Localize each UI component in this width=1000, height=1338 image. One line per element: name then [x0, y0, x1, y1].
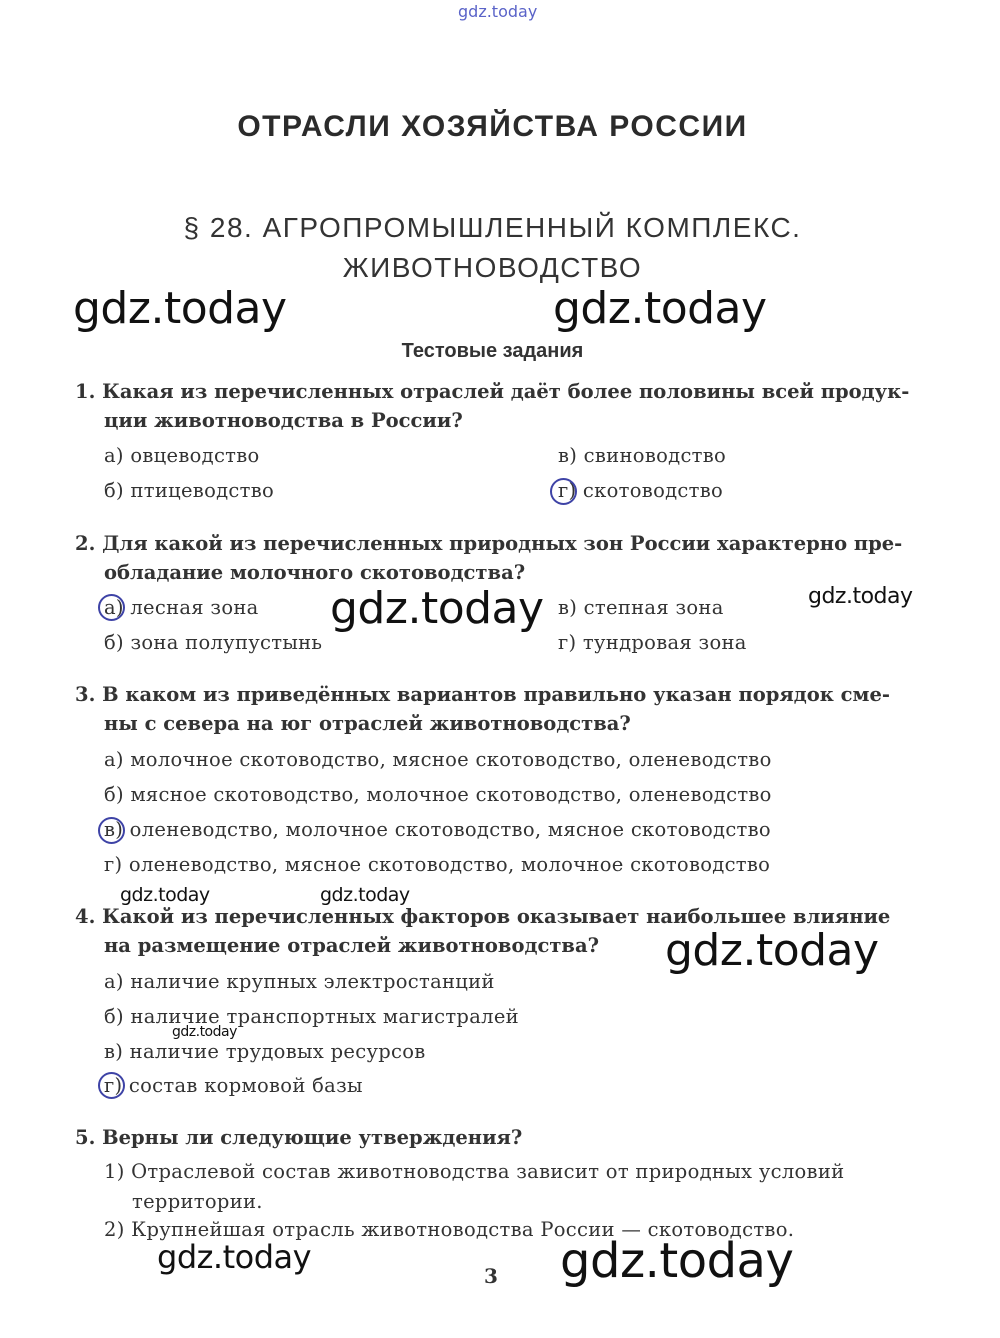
q2-option-v: в) степная зона — [558, 596, 724, 619]
watermark: gdz.today — [808, 584, 913, 609]
paragraph-title-line2: ЖИВОТНОВОДСТВО — [342, 252, 643, 283]
q1-option-g: г) скотоводство — [558, 479, 724, 502]
answer-circle-mark — [98, 817, 125, 844]
watermark-top: gdz.today — [458, 2, 538, 21]
watermark: gdz.today — [320, 884, 410, 906]
question-3-line2: ны с севера на юг отраслей животноводства? — [104, 712, 631, 735]
watermark: gdz.today — [553, 283, 767, 334]
question-1-line2: ции животноводства в России? — [104, 409, 463, 432]
watermark: gdz.today — [172, 1024, 237, 1040]
watermark: gdz.today — [330, 583, 544, 634]
q4-option-v: в) наличие трудовых ресурсов — [104, 1040, 426, 1063]
q4-option-a: а) наличие крупных электростанций — [104, 970, 495, 993]
q4-option-g: г) состав кормовой базы — [104, 1074, 363, 1097]
q1-option-b: б) птицеводство — [104, 479, 275, 502]
answer-circle-mark — [550, 478, 577, 505]
question-4-line1: 4. Какой из перечисленных факторов оказывает наибольшее влияние — [75, 905, 891, 928]
answer-circle-mark — [98, 594, 125, 621]
q2-option-b: б) зона полупустынь — [104, 631, 323, 654]
question-2-line2: обладание молочного скотоводства? — [104, 561, 526, 584]
watermark: gdz.today — [560, 1233, 794, 1289]
question-5-line1: 5. Верны ли следующие утверждения? — [75, 1126, 523, 1149]
q3-option-v: в) оленеводство, молочное скотоводство, мясное скотоводство — [104, 818, 771, 841]
question-2-line1: 2. Для какой из перечисленных природных зон России характерно пре- — [75, 532, 903, 555]
page-number: 3 — [484, 1264, 498, 1288]
question-1-line1: 1. Какая из перечисленных отраслей даёт более половины всей продук- — [75, 380, 910, 403]
q1-option-a: а) овцеводство — [104, 444, 260, 467]
question-4-line2: на размещение отраслей животноводства? — [104, 934, 600, 957]
answer-circle-mark — [98, 1072, 125, 1099]
q5-statement-1-line2: территории. — [132, 1190, 263, 1213]
watermark: gdz.today — [157, 1238, 312, 1276]
q4-option-b: б) наличие транспортных магистралей — [104, 1005, 519, 1028]
chapter-title: ОТРАСЛИ ХОЗЯЙСТВА РОССИИ — [237, 110, 748, 143]
q3-option-g: г) оленеводство, мясное скотоводство, молочное скотоводство — [104, 853, 771, 876]
q1-option-v: в) свиноводство — [558, 444, 727, 467]
question-3-line1: 3. В каком из приведённых вариантов правильно указан порядок сме- — [75, 683, 890, 706]
q3-option-b: б) мясное скотоводство, молочное скотоводство, оленеводство — [104, 783, 772, 806]
q2-option-a: а) лесная зона — [104, 596, 259, 619]
watermark: gdz.today — [665, 925, 879, 976]
watermark: gdz.today — [73, 283, 287, 334]
q5-statement-2: 2) Крупнейшая отрасль животноводства России — скотоводство. — [104, 1218, 795, 1241]
watermark: gdz.today — [120, 884, 210, 906]
q5-statement-1-line1: 1) Отраслевой состав животноводства зависит от природных условий — [104, 1160, 845, 1183]
paragraph-title-line1: § 28. АГРОПРОМЫШЛЕННЫЙ КОМПЛЕКС. — [183, 212, 802, 243]
section-title: Тестовые задания — [401, 340, 584, 362]
q3-option-a: а) молочное скотоводство, мясное скотоводство, оленеводство — [104, 748, 772, 771]
q2-option-g: г) тундровая зона — [558, 631, 747, 654]
